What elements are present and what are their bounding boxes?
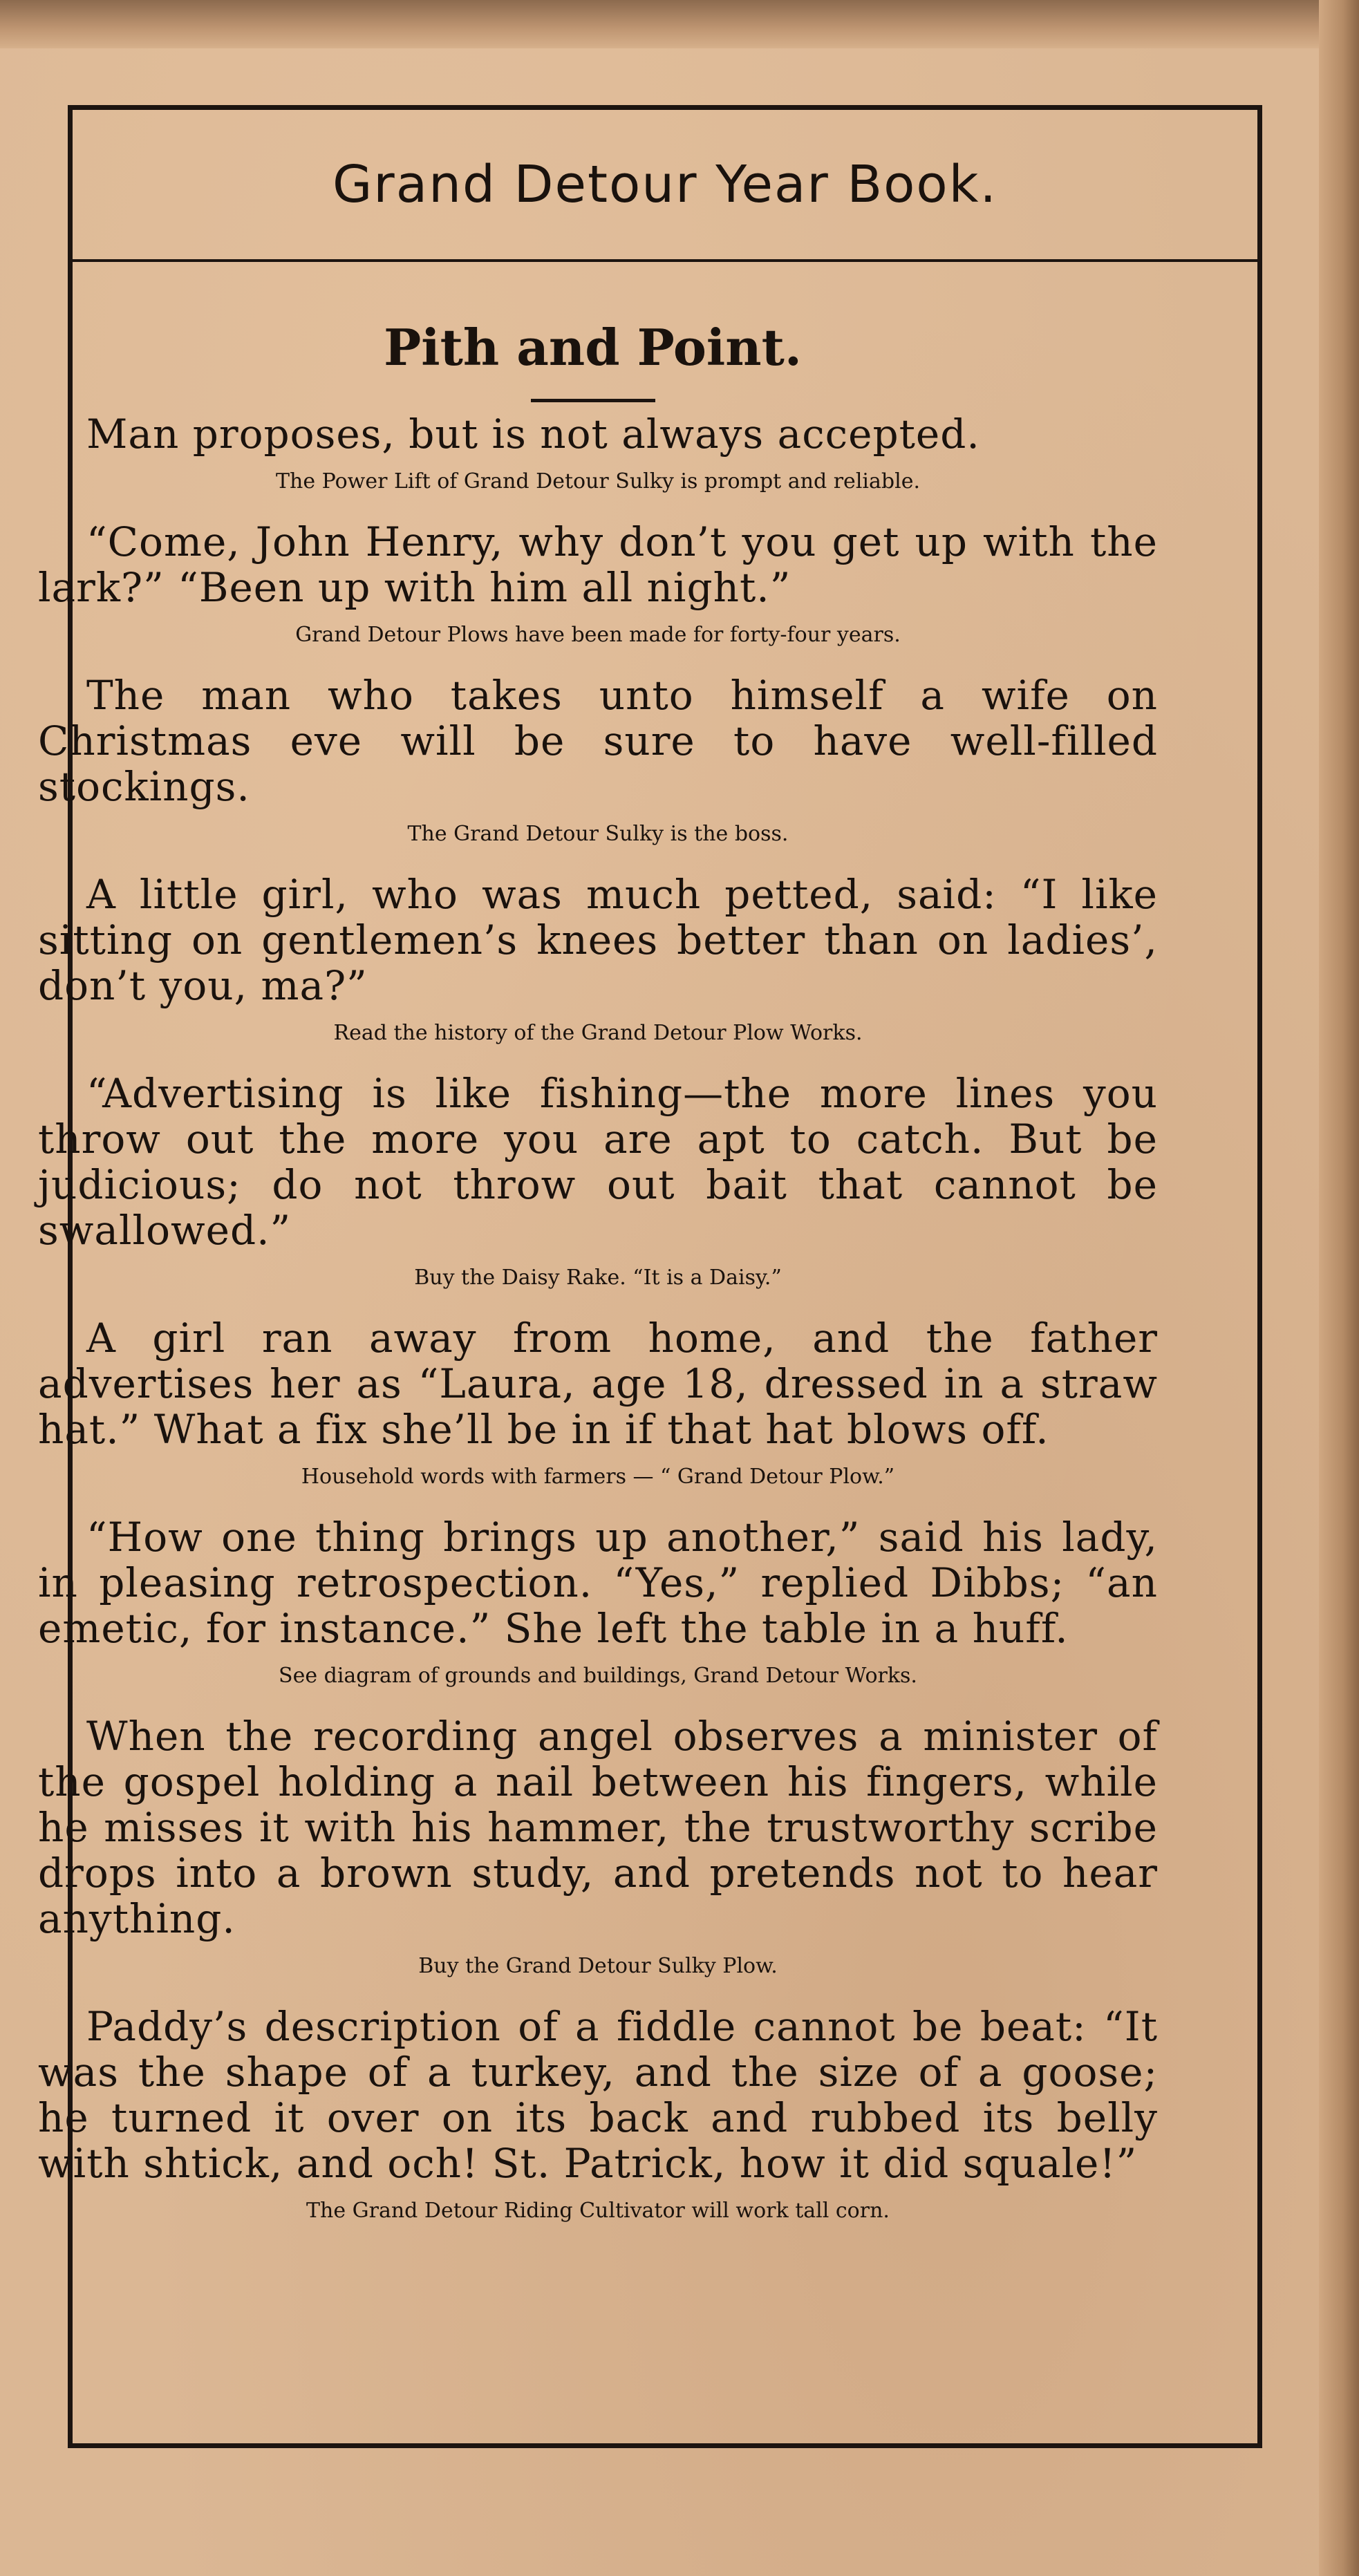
sayings-list — [38, 411, 1158, 2248]
advertisement-line: Grand Detour Plows have been made for forty-four years. — [295, 623, 901, 647]
page-top-edge — [0, 0, 1359, 48]
list-item — [38, 1514, 1158, 1690]
advertisement-line: The Grand Detour Sulky is the boss. — [407, 822, 789, 846]
section-heading — [38, 173, 1147, 416]
advertisement-line: Buy the Daisy Rake. “It is a Daisy.” — [414, 1266, 782, 1290]
page-right-edge — [1319, 0, 1359, 2576]
saying-text: A girl ran away from home, and the father advertises her as “Laura, age 18, dressed in a straw hat.” What a fix she’ll be in if that hat blows off. — [38, 1315, 1158, 1453]
section-title: Pith and Point. — [384, 318, 802, 377]
saying-text: “Come, John Henry, why don’t you get up with the lark?” “Been up with him all night.” — [38, 518, 1158, 611]
list-item — [38, 1315, 1158, 1491]
saying-text: A little girl, who was much petted, said: “I like sitting on gentlemen’s knees better than on ladies’, don’t you, ma?” — [38, 871, 1158, 1009]
saying-text: When the recording angel observes a minister of the gospel holding a nail between his fingers, while he misses it with his hammer, the trustworthy scribe drops into a brown study, and pretends not to hear anything. — [38, 1713, 1158, 1942]
list-item — [38, 411, 1158, 496]
advertisement-line: Read the history of the Grand Detour Plow Works. — [333, 1021, 863, 1045]
saying-text: “Advertising is like fishing—the more lines you throw out the more you are apt to catch. But be judicious; do not throw out bait that cannot be swallowed.” — [38, 1070, 1158, 1254]
list-item — [38, 673, 1158, 848]
saying-text: “How one thing brings up another,” said his lady, in pleasing retrospection. “Yes,” replied Dibbs; “an emetic, for instance.” She left the table in a huff. — [38, 1514, 1158, 1652]
list-item — [38, 519, 1158, 649]
saying-text: The man who takes unto himself a wife on Christmas eve will be sure to have well-filled stockings. — [38, 672, 1158, 810]
saying-text: Paddy’s description of a fiddle cannot be beat: “It was the shape of a turkey, and the size of a goose; he turned it over on its back and rubbed its belly with shtick, and och! St. Patrick, how it did squale!” — [38, 2003, 1158, 2187]
advertisement-line: See diagram of grounds and buildings, Grand Detour Works. — [279, 1664, 917, 1688]
list-item — [38, 872, 1158, 1047]
list-item — [38, 2004, 1158, 2225]
advertisement-line: The Grand Detour Riding Cultivator will work tall corn. — [306, 2199, 890, 2223]
list-item — [38, 1071, 1158, 1292]
advertisement-line: Household words with farmers — “ Grand Detour Plow.” — [301, 1465, 895, 1489]
list-item — [38, 1713, 1158, 1980]
advertisement-line: Buy the Grand Detour Sulky Plow. — [418, 1954, 778, 1978]
page-title: Grand Detour Year Book. — [332, 155, 998, 214]
title-rule — [531, 399, 655, 402]
saying-text: Man proposes, but is not always accepted. — [86, 411, 980, 458]
advertisement-line: The Power Lift of Grand Detour Sulky is prompt and reliable. — [276, 469, 920, 493]
